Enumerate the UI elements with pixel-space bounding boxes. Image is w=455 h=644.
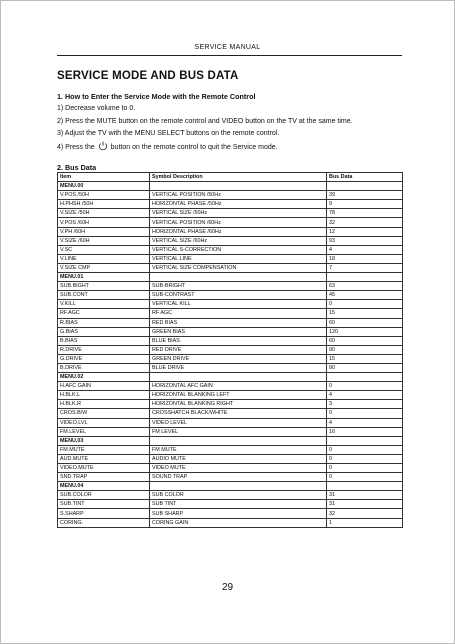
symbol-description-cell: HORIZONTAL BLANKING RIGHT [150, 400, 327, 409]
empty-cell [150, 436, 327, 445]
table-row [58, 491, 403, 500]
step-4-text-after: button on the remote control to quit the Service mode. [110, 143, 278, 151]
table-row [58, 427, 403, 436]
table-row [58, 409, 403, 418]
bus-data-cell: 7 [327, 263, 403, 272]
item-cell: RF.AGC [58, 309, 150, 318]
empty-cell [327, 436, 403, 445]
table-row [58, 500, 403, 509]
item-cell: R.DRIVE [58, 345, 150, 354]
bus-data-cell: 18 [327, 254, 403, 263]
menu-group-row [58, 273, 403, 282]
page-number: 29 [221, 582, 234, 593]
symbol-description-cell: RED BIAS [150, 318, 327, 327]
symbol-description-cell: RF AGC [150, 309, 327, 318]
bus-data-cell: 90 [327, 345, 403, 354]
bus-data-cell: 60 [327, 318, 403, 327]
power-icon [97, 141, 109, 151]
table-row [58, 473, 403, 482]
empty-cell [327, 482, 403, 491]
symbol-description-cell: SOUND TRAP [150, 473, 327, 482]
table-row [58, 454, 403, 463]
table-header-row [58, 173, 403, 182]
symbol-description-cell: HORIZONTAL AFC GAIN [150, 382, 327, 391]
item-cell: FM.MUTE [58, 445, 150, 454]
item-cell: G.BIAS [58, 327, 150, 336]
symbol-description-cell: GREEN DRIVE [150, 354, 327, 363]
item-cell: SUB.COLOR [58, 491, 150, 500]
item-cell: B.DRIVE [58, 363, 150, 372]
symbol-description-cell: VERTICAL SIZE COMPENSATION [150, 263, 327, 272]
bus-data-cell: 90 [327, 363, 403, 372]
bus-data-cell: 12 [327, 227, 403, 236]
section-heading-service-mode: 1. How to Enter the Service Mode with the Remote Control [57, 92, 256, 101]
item-cell: V.POS /60H [58, 218, 150, 227]
menu-group-row [58, 482, 403, 491]
table-row [58, 227, 403, 236]
symbol-description-cell: GREEN BIAS [150, 327, 327, 336]
item-cell: CROS.B/W [58, 409, 150, 418]
symbol-description-cell: VIDEO LEVEL [150, 418, 327, 427]
column-header-symbol-description: Symbol Description [150, 173, 327, 182]
bus-data-cell: 3 [327, 400, 403, 409]
empty-cell [150, 273, 327, 282]
table-row [58, 218, 403, 227]
table-row [58, 336, 403, 345]
bus-data-cell: 0 [327, 473, 403, 482]
item-cell: H.BLK.R [58, 400, 150, 409]
table-row [58, 445, 403, 454]
item-cell: FM.LEVEL [58, 427, 150, 436]
bus-data-cell: 15 [327, 354, 403, 363]
item-cell: VIDEO.LVL [58, 418, 150, 427]
item-cell: V.LINE [58, 254, 150, 263]
symbol-description-cell: CORING GAIN [150, 518, 327, 527]
symbol-description-cell: VERTICAL POSITION /50Hz [150, 191, 327, 200]
item-cell: V.PH /60H [58, 227, 150, 236]
table-row [58, 518, 403, 527]
menu-group-label: MENU.02 [58, 373, 150, 382]
symbol-description-cell: SUB COLOR [150, 491, 327, 500]
empty-cell [327, 182, 403, 191]
item-cell: SUB.CONT [58, 291, 150, 300]
step-2: 2) Press the MUTE button on the remote control and VIDEO button on the TV at the same time. [57, 117, 353, 125]
symbol-description-cell: SUB-CONTRAST [150, 291, 327, 300]
item-cell: V.SC [58, 245, 150, 254]
table-row [58, 309, 403, 318]
symbol-description-cell: HORIZONTAL BLANKING LEFT [150, 391, 327, 400]
bus-data-cell: 4 [327, 245, 403, 254]
table-row [58, 236, 403, 245]
bus-data-cell: 4 [327, 418, 403, 427]
bus-data-cell: 0 [327, 464, 403, 473]
bus-data-cell: 0 [327, 300, 403, 309]
table-row [58, 254, 403, 263]
item-cell: H.PHSH /50H [58, 200, 150, 209]
bus-data-cell: 4 [327, 391, 403, 400]
item-cell: V.SIZE /50H [58, 209, 150, 218]
symbol-description-cell: BLUE DRIVE [150, 363, 327, 372]
column-header-bus-data: Bus Data [327, 173, 403, 182]
table-row [58, 318, 403, 327]
symbol-description-cell: HORIZONTAL PHASE /50Hz [150, 200, 327, 209]
symbol-description-cell: RED DRIVE [150, 345, 327, 354]
bus-data-cell: 0 [327, 382, 403, 391]
table-row [58, 418, 403, 427]
symbol-description-cell: VERTICAL POSITION /60Hz [150, 218, 327, 227]
manual-header: SERVICE MANUAL [194, 44, 261, 51]
bus-data-cell: 32 [327, 218, 403, 227]
empty-cell [327, 273, 403, 282]
item-cell: SUB.TINT [58, 500, 150, 509]
symbol-description-cell: SUB TINT [150, 500, 327, 509]
table-row [58, 363, 403, 372]
table-row [58, 345, 403, 354]
menu-group-label: MENU.00 [58, 182, 150, 191]
table-row [58, 282, 403, 291]
symbol-description-cell: VERTICAL SIZE /60Hz [150, 236, 327, 245]
symbol-description-cell: SUB SHARP [150, 509, 327, 518]
symbol-description-cell: VERTICAL KILL [150, 300, 327, 309]
bus-data-cell: 31 [327, 491, 403, 500]
table-row [58, 300, 403, 309]
item-cell: SUB.BIGHT [58, 282, 150, 291]
bus-data-cell: 1 [327, 518, 403, 527]
step-4 [57, 141, 407, 155]
item-cell: SND.TRAP [58, 473, 150, 482]
table-row [58, 391, 403, 400]
bus-data-cell: 39 [327, 191, 403, 200]
item-cell: AUD.MUTE [58, 454, 150, 463]
table-row [58, 291, 403, 300]
bus-data-cell: 93 [327, 236, 403, 245]
table-row [58, 327, 403, 336]
empty-cell [327, 373, 403, 382]
table-row [58, 209, 403, 218]
bus-data-cell: 9 [327, 200, 403, 209]
page-title: SERVICE MODE AND BUS DATA [57, 70, 239, 82]
table-row [58, 354, 403, 363]
empty-cell [150, 182, 327, 191]
symbol-description-cell: VIDEO MUTE [150, 464, 327, 473]
empty-cell [150, 482, 327, 491]
table-row [58, 464, 403, 473]
symbol-description-cell: FM MUTE [150, 445, 327, 454]
symbol-description-cell: VERTICAL S-CORRECTION [150, 245, 327, 254]
symbol-description-cell: AUDIO MUTE [150, 454, 327, 463]
symbol-description-cell: CROSSHATCH BLACK/WHITE [150, 409, 327, 418]
table-row [58, 245, 403, 254]
bus-data-cell: 45 [327, 291, 403, 300]
service-mode-steps [57, 103, 407, 154]
menu-group-label: MENU.03 [58, 436, 150, 445]
symbol-description-cell: VERTICAL SIZE /50Hz [150, 209, 327, 218]
header-rule [57, 55, 402, 56]
item-cell: V.POS /50H [58, 191, 150, 200]
step-4-text-before: 4) Press the [57, 143, 95, 151]
symbol-description-cell: SUB-BRIGHT [150, 282, 327, 291]
bus-data-cell: 31 [327, 500, 403, 509]
item-cell: V.SIZE /60H [58, 236, 150, 245]
item-cell: V.SIZE CMP [58, 263, 150, 272]
symbol-description-cell: BLUE BIAS [150, 336, 327, 345]
table-row [58, 400, 403, 409]
bus-data-cell: 16 [327, 427, 403, 436]
bus-data-cell: 32 [327, 509, 403, 518]
table-row [58, 509, 403, 518]
bus-data-cell: 78 [327, 209, 403, 218]
item-cell: G.DRIVE [58, 354, 150, 363]
table-row [58, 191, 403, 200]
symbol-description-cell: FM LEVEL [150, 427, 327, 436]
bus-data-cell: 15 [327, 309, 403, 318]
bus-data-table [57, 172, 403, 528]
table-row [58, 382, 403, 391]
bus-data-cell: 0 [327, 445, 403, 454]
item-cell: VIDEO.MUTE [58, 464, 150, 473]
bus-data-cell: 0 [327, 409, 403, 418]
item-cell: B.BIAS [58, 336, 150, 345]
menu-group-label: MENU.01 [58, 273, 150, 282]
menu-group-label: MENU.04 [58, 482, 150, 491]
menu-group-row [58, 182, 403, 191]
table-row [58, 263, 403, 272]
bus-data-cell: 60 [327, 336, 403, 345]
item-cell: CORING. [58, 518, 150, 527]
step-1: 1) Decrease volume to 0. [57, 105, 136, 112]
symbol-description-cell: VERTICAL LINE [150, 254, 327, 263]
bus-data-cell: 0 [327, 454, 403, 463]
item-cell: H.AFC GAIN [58, 382, 150, 391]
table-row [58, 200, 403, 209]
step-3: 3) Adjust the TV with the MENU SELECT buttons on the remote control. [57, 130, 280, 138]
menu-group-row [58, 373, 403, 382]
item-cell: S.SHARP [58, 509, 150, 518]
column-header-item: Item [58, 173, 150, 182]
bus-data-body [58, 182, 403, 528]
item-cell: V.KILL [58, 300, 150, 309]
section-heading-bus-data: 2. Bus Data [57, 163, 97, 172]
menu-group-row [58, 436, 403, 445]
bus-data-cell: 63 [327, 282, 403, 291]
empty-cell [150, 373, 327, 382]
item-cell: H.BLK.L [58, 391, 150, 400]
bus-data-cell: 120 [327, 327, 403, 336]
item-cell: R.BIAS [58, 318, 150, 327]
symbol-description-cell: HORIZONTAL PHASE /60Hz [150, 227, 327, 236]
